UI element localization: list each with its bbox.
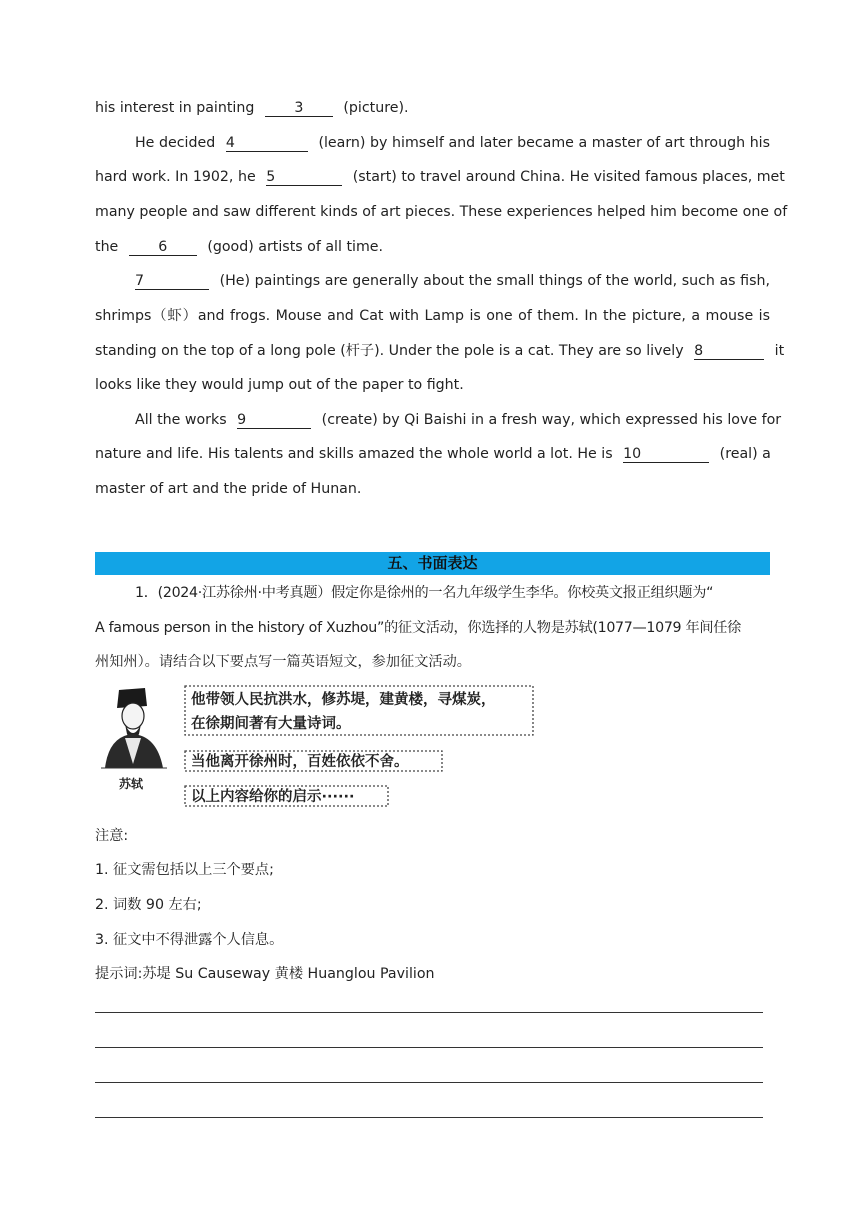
notes-title: 注意: [95, 828, 129, 844]
blank-8[interactable]: 8 [694, 343, 764, 360]
passage-line-5: the 6 (good) artists of all time. [95, 239, 384, 255]
passage-line-6: 7 (He) paintings are generally about the small things of the world, such as fish, [135, 273, 770, 289]
note-item-3: 3. 征文中不得泄露个人信息。 [95, 932, 284, 948]
figure-point-1-line-2: 在徐期间著有大量诗词。 [191, 716, 351, 732]
blank-9[interactable]: 9 [237, 412, 311, 429]
figure-point-3: 以上内容给你的启示······ [191, 789, 355, 805]
note-item-2: 2. 词数 90 左右; [95, 897, 202, 913]
question-line-1: 1．(2024·江苏徐州·中考真题）假定你是徐州的一名九年级学生李华。你校英文报正组织题为“ [135, 585, 714, 601]
portrait-illustration [95, 684, 540, 814]
passage-line-10: All the works 9 (create) by Qi Baishi in a fresh way, which expressed his love for [135, 412, 782, 428]
su-shi-portrait [101, 688, 167, 768]
blank-6[interactable]: 6 [129, 239, 197, 256]
blank-10[interactable]: 10 [623, 446, 709, 463]
hint-words: 提示词:苏堤 Su Causeway 黄楼 Huanglou Pavilion [95, 966, 435, 982]
passage-line-2: He decided 4 (learn) by himself and later became a master of art through his [135, 135, 771, 151]
passage-line-12: master of art and the pride of Hunan. [95, 481, 362, 497]
blank-4[interactable]: 4 [226, 135, 308, 152]
writing-line-3[interactable] [95, 1082, 763, 1083]
passage-line-7: shrimps（虾）and frogs. Mouse and Cat with Lamp is one of them. In the picture, a mouse is [95, 308, 770, 324]
passage-line-11: nature and life. His talents and skills amazed the whole world a lot. He is 10 (real) a [95, 446, 771, 462]
passage-line-3: hard work. In 1902, he 5 (start) to travel around China. He visited famous places, met [95, 169, 785, 185]
section-heading-writing: 五、书面表达 [95, 552, 770, 575]
portrait-caption: 苏轼 [119, 777, 144, 791]
question-line-2: A famous person in the history of Xuzhou”的征文活动，你选择的人物是苏轼(1077—1079 年间任徐 [95, 620, 742, 636]
writing-line-2[interactable] [95, 1047, 763, 1048]
passage-line-8: standing on the top of a long pole (杆子). Under the pole is a cat. They are so lively 8 it [95, 343, 785, 359]
blank-3[interactable]: 3 [265, 100, 333, 117]
blank-5[interactable]: 5 [266, 169, 342, 186]
blank-7[interactable]: 7 [135, 273, 209, 290]
su-shi-figure [95, 684, 540, 814]
writing-line-4[interactable] [95, 1117, 763, 1118]
passage-line-1: his interest in painting 3 (picture). [95, 100, 409, 116]
figure-point-1-line-1: 他带领人民抗洪水，修苏堤，建黄楼，寻煤炭， [191, 692, 496, 708]
question-line-3: 州知州）。请结合以下要点写一篇英语短文，参加征文活动。 [95, 654, 471, 670]
passage-line-9: looks like they would jump out of the paper to fight. [95, 377, 464, 393]
note-item-1: 1. 征文需包括以上三个要点; [95, 862, 274, 878]
passage-line-4: many people and saw different kinds of art pieces. These experiences helped him become one of [95, 204, 788, 220]
figure-point-2: 当他离开徐州时，百姓依依不舍。 [191, 754, 409, 770]
writing-line-1[interactable] [95, 1012, 763, 1013]
